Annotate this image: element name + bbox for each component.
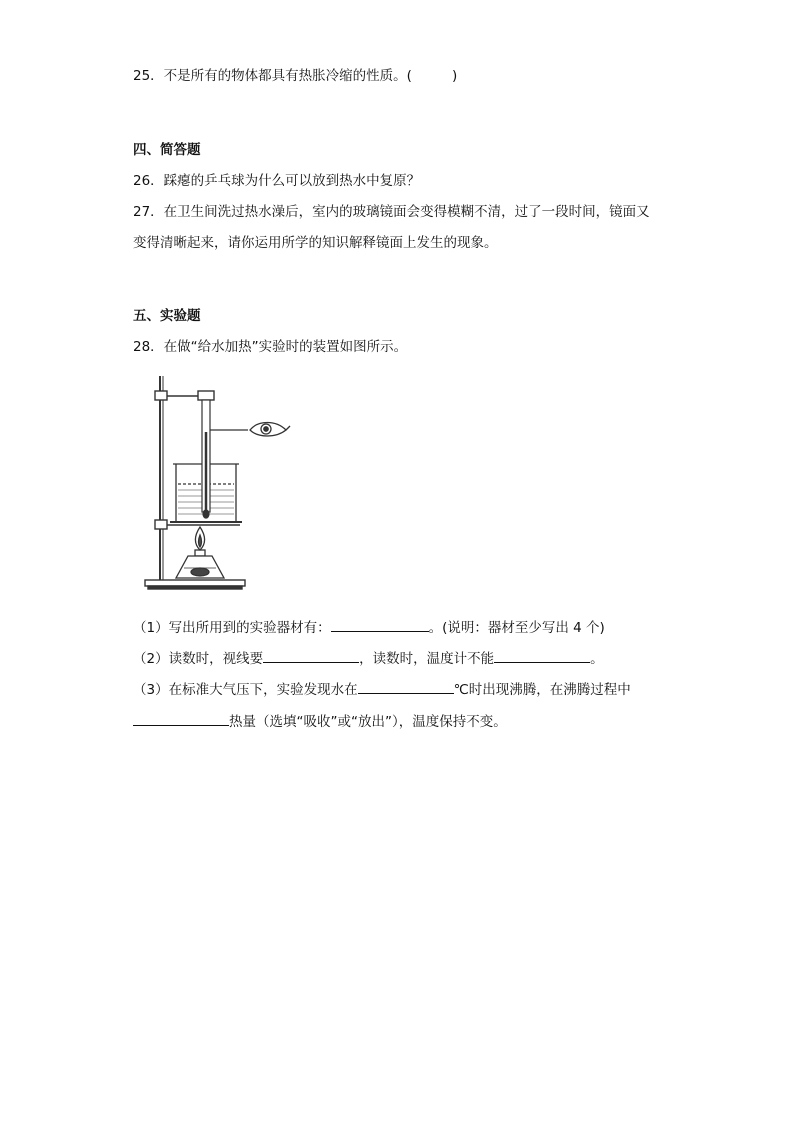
question-27-line-2: 变得清晰起来，请你运用所学的知识解释镜面上发生的现象。 <box>133 235 498 251</box>
question-25 <box>133 66 457 86</box>
question-28-sub-1 <box>133 617 605 638</box>
alcohol-lamp-icon <box>176 527 224 578</box>
answer-blank-boiling-point[interactable] <box>358 679 454 694</box>
answer-blank-thermometer[interactable] <box>494 648 590 663</box>
question-28-sub-3-line-2 <box>133 711 507 732</box>
sub-3-middle: ℃时出现沸腾，在沸腾过程中 <box>453 682 631 698</box>
sub-3-line-2-suffix: 热量（选填“吸收”或“放出”），温度保持不变。 <box>229 714 507 730</box>
question-28-sub-3-line-1 <box>133 679 631 700</box>
sub-3-prefix: （3）在标准大气压下，实验发现水在 <box>133 682 358 698</box>
answer-blank-sightline[interactable] <box>263 648 359 663</box>
question-25-close: ) <box>451 68 458 84</box>
section-heading-experiment: 五、实验题 <box>133 308 201 324</box>
sub-2-middle: ，读数时，温度计不能 <box>359 651 495 667</box>
question-28-sub-2 <box>133 648 604 669</box>
answer-blank-heat[interactable] <box>133 711 229 726</box>
sub-1-suffix: 。(说明：器材至少写出 4 个) <box>428 620 605 636</box>
sub-1-prefix: （1）写出所用到的实验器材有： <box>133 620 331 636</box>
eye-icon <box>250 423 290 437</box>
question-25-text: 25．不是所有的物体都具有热胀冷缩的性质。( <box>133 68 412 84</box>
question-28-intro: 28．在做“给水加热”实验时的装置如图所示。 <box>133 339 408 355</box>
experiment-apparatus-figure <box>140 372 300 597</box>
answer-blank-equipment[interactable] <box>331 617 429 632</box>
section-heading-short-answer: 四、简答题 <box>133 142 201 158</box>
question-27-line-1: 27．在卫生间洗过热水澡后，室内的玻璃镜面会变得模糊不清，过了一段时间，镜面又 <box>133 204 650 220</box>
question-26: 26．踩瘪的乒乓球为什么可以放到热水中复原？ <box>133 173 421 189</box>
thermometer-icon <box>202 400 248 518</box>
sub-2-suffix: 。 <box>590 651 604 667</box>
sub-2-prefix: （2）读数时，视线要 <box>133 651 264 667</box>
